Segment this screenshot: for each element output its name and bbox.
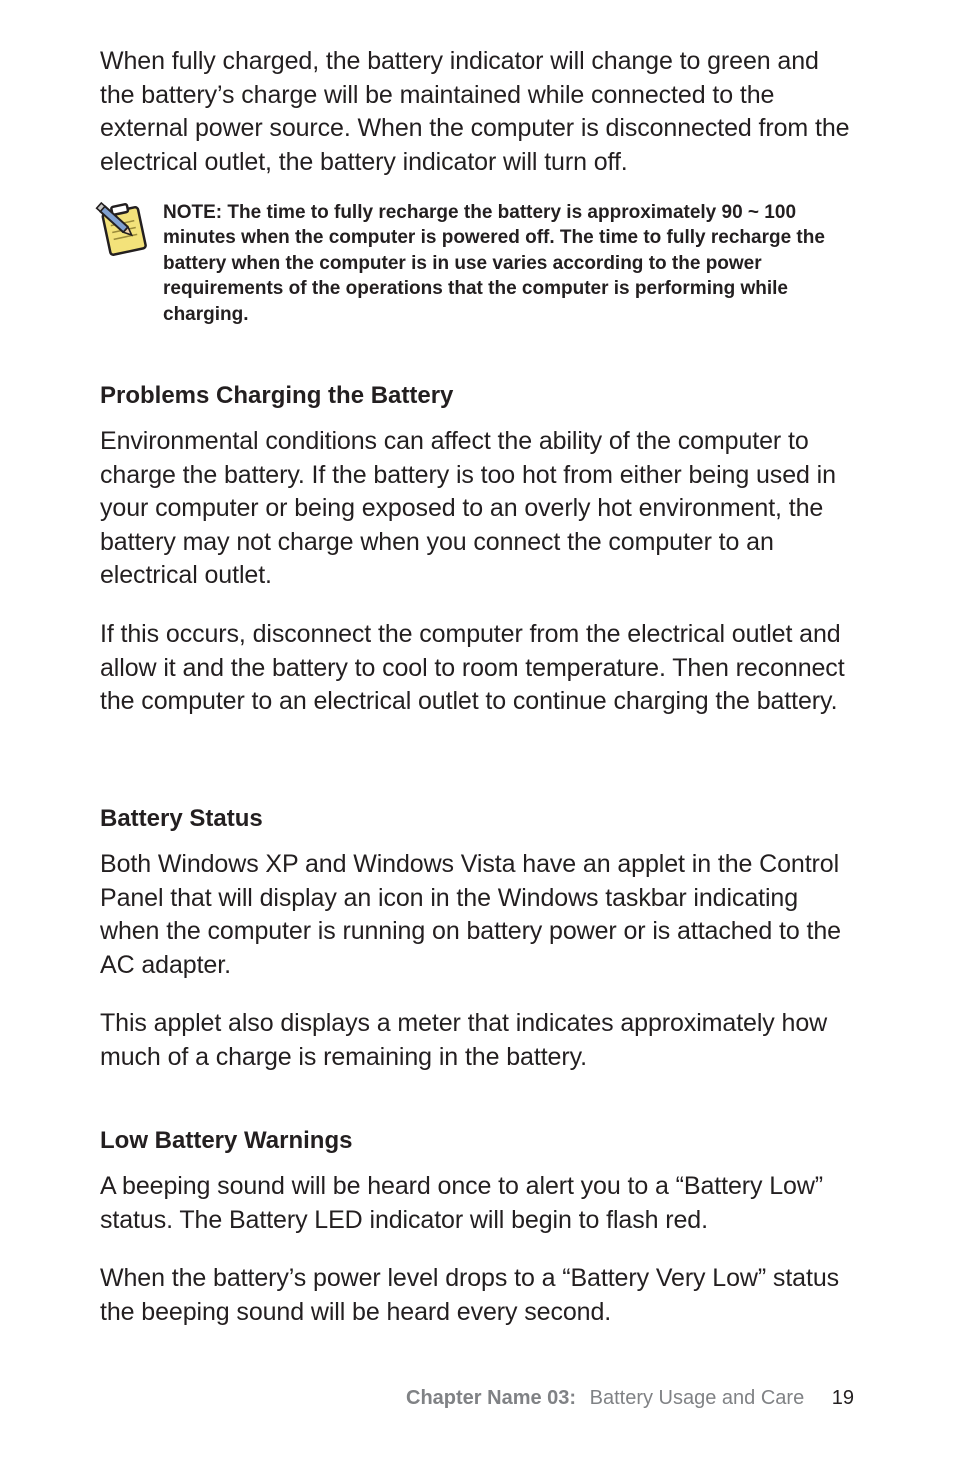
intro-paragraph: When fully charged, the battery indicator will change to green and the battery’s charge will be maintained while connected to the external power source. When the computer is disconnected from the electrical outlet, the battery indicator will turn off. bbox=[100, 47, 850, 176]
page-footer bbox=[406, 1385, 854, 1411]
low-battery-paragraph-1: A beeping sound will be heard once to alert you to a “Battery Low” status. The Battery LED indicator will begin to flash red. bbox=[100, 1172, 824, 1234]
section-heading-problems-charging: Problems Charging the Battery bbox=[100, 382, 454, 409]
footer-chapter-label: Chapter Name 03: bbox=[406, 1387, 577, 1409]
battery-status-paragraph-1: Both Windows XP and Windows Vista have an applet in the Control Panel that will display an icon in the Windows taskbar indicating when the computer is running on battery power or is attached to the AC adapter. bbox=[100, 850, 841, 979]
problems-paragraph-2: If this occurs, disconnect the computer from the electrical outlet and allow it and the battery to cool to room temperature. Then reconnect the computer to an electrical outlet to continue charging the battery. bbox=[100, 620, 845, 715]
section-heading-battery-status: Battery Status bbox=[100, 805, 263, 832]
low-battery-paragraph-2: When the battery’s power level drops to a “Battery Very Low” status the beeping sound will be heard every second. bbox=[100, 1264, 840, 1326]
note-clipboard-pencil-icon bbox=[92, 196, 154, 258]
section-heading-low-battery: Low Battery Warnings bbox=[100, 1127, 353, 1154]
battery-status-paragraph-2: This applet also displays a meter that indicates approximately how much of a charge is remaining in the battery. bbox=[100, 1009, 828, 1071]
footer-page-number: 19 bbox=[831, 1387, 854, 1409]
footer-chapter-title: Battery Usage and Care bbox=[589, 1387, 805, 1409]
note-text: NOTE: The time to fully recharge the battery is approximately 90 ~ 100 minutes when the computer is powered off. The time to fully recharge the battery when the computer is in use varies according to the power requirements of the operations that the computer is performing while charging. bbox=[163, 202, 825, 325]
problems-paragraph-1: Environmental conditions can affect the ability of the computer to charge the battery. If the battery is too hot from either being used in your computer or being exposed to an overly hot environment, the battery may not charge when you connect the computer to an electrical outlet. bbox=[100, 427, 836, 589]
